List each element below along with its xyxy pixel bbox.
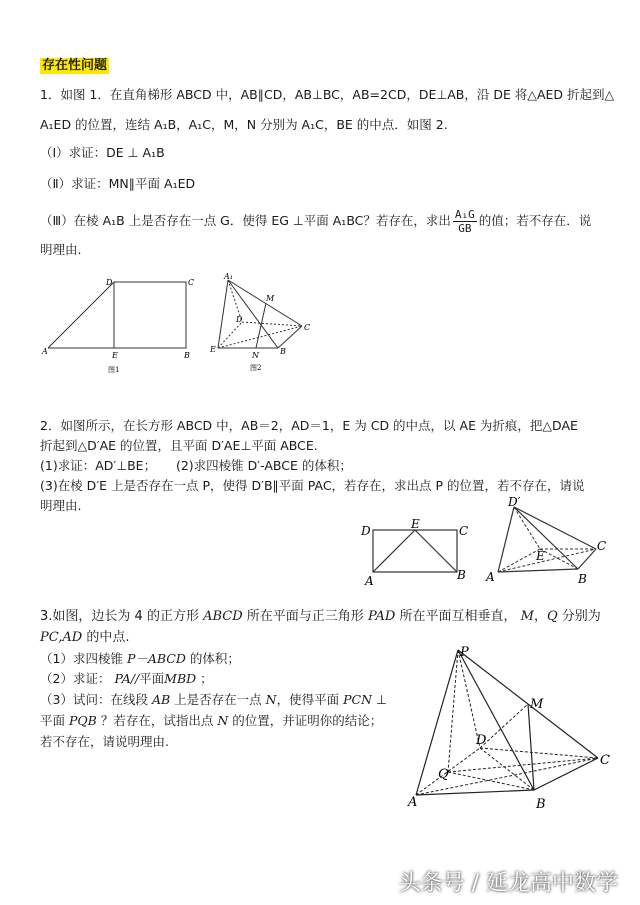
p2-fig1-label-B: B: [457, 568, 466, 582]
p2-q2: (2)求四棱锥 D′-ABCE 的体积；: [175, 458, 352, 473]
p3-math: MBD: [164, 671, 197, 686]
p3-math: PCN: [343, 692, 373, 707]
p3-q1: [40, 651, 240, 667]
p3-q2: [40, 671, 213, 687]
fig1-label-C: C: [188, 278, 195, 287]
p3-math: P－ABCD: [126, 651, 186, 666]
p3-q3-line1: [40, 692, 387, 708]
fig2-label-B: B: [280, 347, 286, 356]
p2-fig2-label-D-prime: D′: [508, 495, 521, 509]
p3-math: ,: [58, 630, 63, 645]
p2-fig2-label-B: B: [578, 572, 587, 586]
p3-math: ABCD: [203, 609, 243, 624]
p3-fig-label-M: M: [530, 697, 544, 712]
p2-q1: (1)求证：AD′⊥BE；: [40, 458, 157, 473]
p3-text: 的中点.: [86, 630, 130, 645]
fig2-caption: 图2: [250, 364, 262, 372]
p1-q3: [40, 206, 591, 236]
section-title: 存在性问题: [42, 58, 108, 73]
p2-figure-2: [484, 494, 614, 589]
fig2-label-C: C: [304, 323, 311, 332]
fig1-label-D: D: [106, 278, 113, 287]
fig2-label-M: M: [266, 294, 275, 303]
p1-q2: （Ⅱ）求证：MN∥平面 A₁ED: [40, 176, 196, 191]
p3-text: 所在平面互相垂直，: [399, 609, 517, 624]
p3-fig-label-P: P: [460, 645, 469, 660]
fig2-label-N: N: [252, 351, 259, 360]
p3-fig-label-D: D: [476, 733, 487, 748]
p3-fig-label-Q: Q: [438, 767, 449, 782]
p1-figure-2: [206, 272, 326, 382]
p3-text: 上是否存在一点: [174, 692, 262, 707]
p3-text: 的位置，并证明你的结论；: [232, 713, 383, 728]
p3-q3-line2: [40, 713, 382, 729]
p3-math: PA//: [114, 671, 140, 686]
p3-text: ？若存在，试指出点: [100, 713, 214, 728]
p1-q3-text-b: 的值；若不存在．说: [478, 213, 592, 228]
p3-text: （1）求四棱锥: [40, 651, 123, 666]
p3-text: 平面: [139, 671, 165, 686]
fig2-label-E: E: [210, 345, 216, 354]
fig2-label-D: D: [236, 315, 243, 324]
p1-figure-1: [38, 272, 198, 382]
fraction-denominator: GB: [458, 222, 472, 235]
p3-text: ⊥: [376, 692, 387, 707]
p3-fig-label-A: A: [408, 795, 418, 810]
p2-q3-end: 明理由.: [40, 498, 82, 513]
p3-math: PQB: [69, 713, 97, 728]
p3-q3-line3: 若不存在，请说明理由.: [40, 734, 169, 749]
p3-text: 平面: [40, 713, 66, 728]
p3-math: Q: [546, 609, 558, 624]
p2-fig1-label-D: D: [361, 524, 371, 538]
p3-math: M: [520, 609, 534, 624]
p3-math: N: [265, 692, 277, 707]
p3-text: （3）试问：在线段: [40, 692, 148, 707]
p3-math: N: [217, 713, 229, 728]
p3-text: ，: [533, 609, 547, 624]
p3-text: 的体积；: [189, 651, 240, 666]
p2-questions: [40, 458, 352, 474]
p3-math: AB: [151, 692, 171, 707]
p2-line1: 2．如图所示，在长方形 ABCD 中，AB＝2，AD＝1，E 为 CD 的中点，以 AE 为折痕，把△DAE: [40, 418, 578, 433]
fig1-label-B: B: [184, 351, 190, 360]
p1-line2: A₁ED 的位置，连结 A₁B，A₁C，M，N 分别为 A₁C，BE 的中点．如图 2.: [40, 117, 448, 132]
p1-line1: 1．如图 1．在直角梯形 ABCD 中，AB∥CD，AB⊥BC，AB=2CD，DE⊥AB，沿 DE 将△AED 折起到△: [40, 87, 615, 102]
p3-text: 3.如图，边长为 4 的正方形: [40, 609, 199, 624]
p2-fig2-label-A: A: [486, 570, 495, 584]
p3-figure: [402, 640, 620, 815]
p1-q3-fraction: [453, 208, 477, 235]
p2-fig1-label-A: A: [365, 574, 374, 588]
p2-fig2-label-C: C: [597, 539, 607, 553]
p3-line1: [40, 609, 601, 625]
p3-math: PC: [40, 630, 59, 645]
fig1-caption: 图1: [108, 366, 120, 374]
fig1-label-E: E: [112, 351, 118, 360]
p1-q3-text-a: （Ⅲ）在棱 A₁B 上是否存在一点 G．使得 EG ⊥平面 A₁BC？若存在，求出: [40, 213, 451, 228]
p1-q3-end: 明理由.: [40, 242, 82, 257]
fig1-label-A: A: [42, 347, 48, 356]
p2-figure-1: [355, 515, 475, 590]
p2-fig1-label-E: E: [411, 517, 420, 531]
p3-fig-label-C: C: [600, 753, 610, 768]
p3-math: PAD: [367, 609, 396, 624]
p2-fig2-label-E: E: [536, 549, 545, 563]
p2-q3: (3)在棱 D′E 上是否存在一点 P，使得 D′B∥平面 PAC，若存在，求出点 P 的位置，若不存在，请说: [40, 478, 585, 493]
p3-text: 所在平面与正三角形: [246, 609, 364, 624]
fig2-label-A1: A₁: [224, 272, 233, 281]
p3-text: （2）求证：: [40, 671, 111, 686]
p2-fig1-label-C: C: [459, 524, 469, 538]
p3-fig-label-B: B: [536, 797, 546, 812]
p1-q1: （Ⅰ）求证：DE ⊥ A₁B: [40, 145, 165, 160]
p3-text: 分别为: [561, 609, 601, 624]
p3-text: ；: [200, 671, 213, 686]
p3-line2: [40, 630, 129, 646]
fraction-numerator: A₁G: [454, 208, 475, 221]
watermark: 头条号 / 延龙高中数学: [398, 871, 618, 896]
p3-math: AD: [62, 630, 83, 645]
p2-line2: 折起到△D′AE 的位置，且平面 D′AE⊥平面 ABCE.: [40, 438, 318, 453]
p3-text: ，使得平面: [276, 692, 340, 707]
